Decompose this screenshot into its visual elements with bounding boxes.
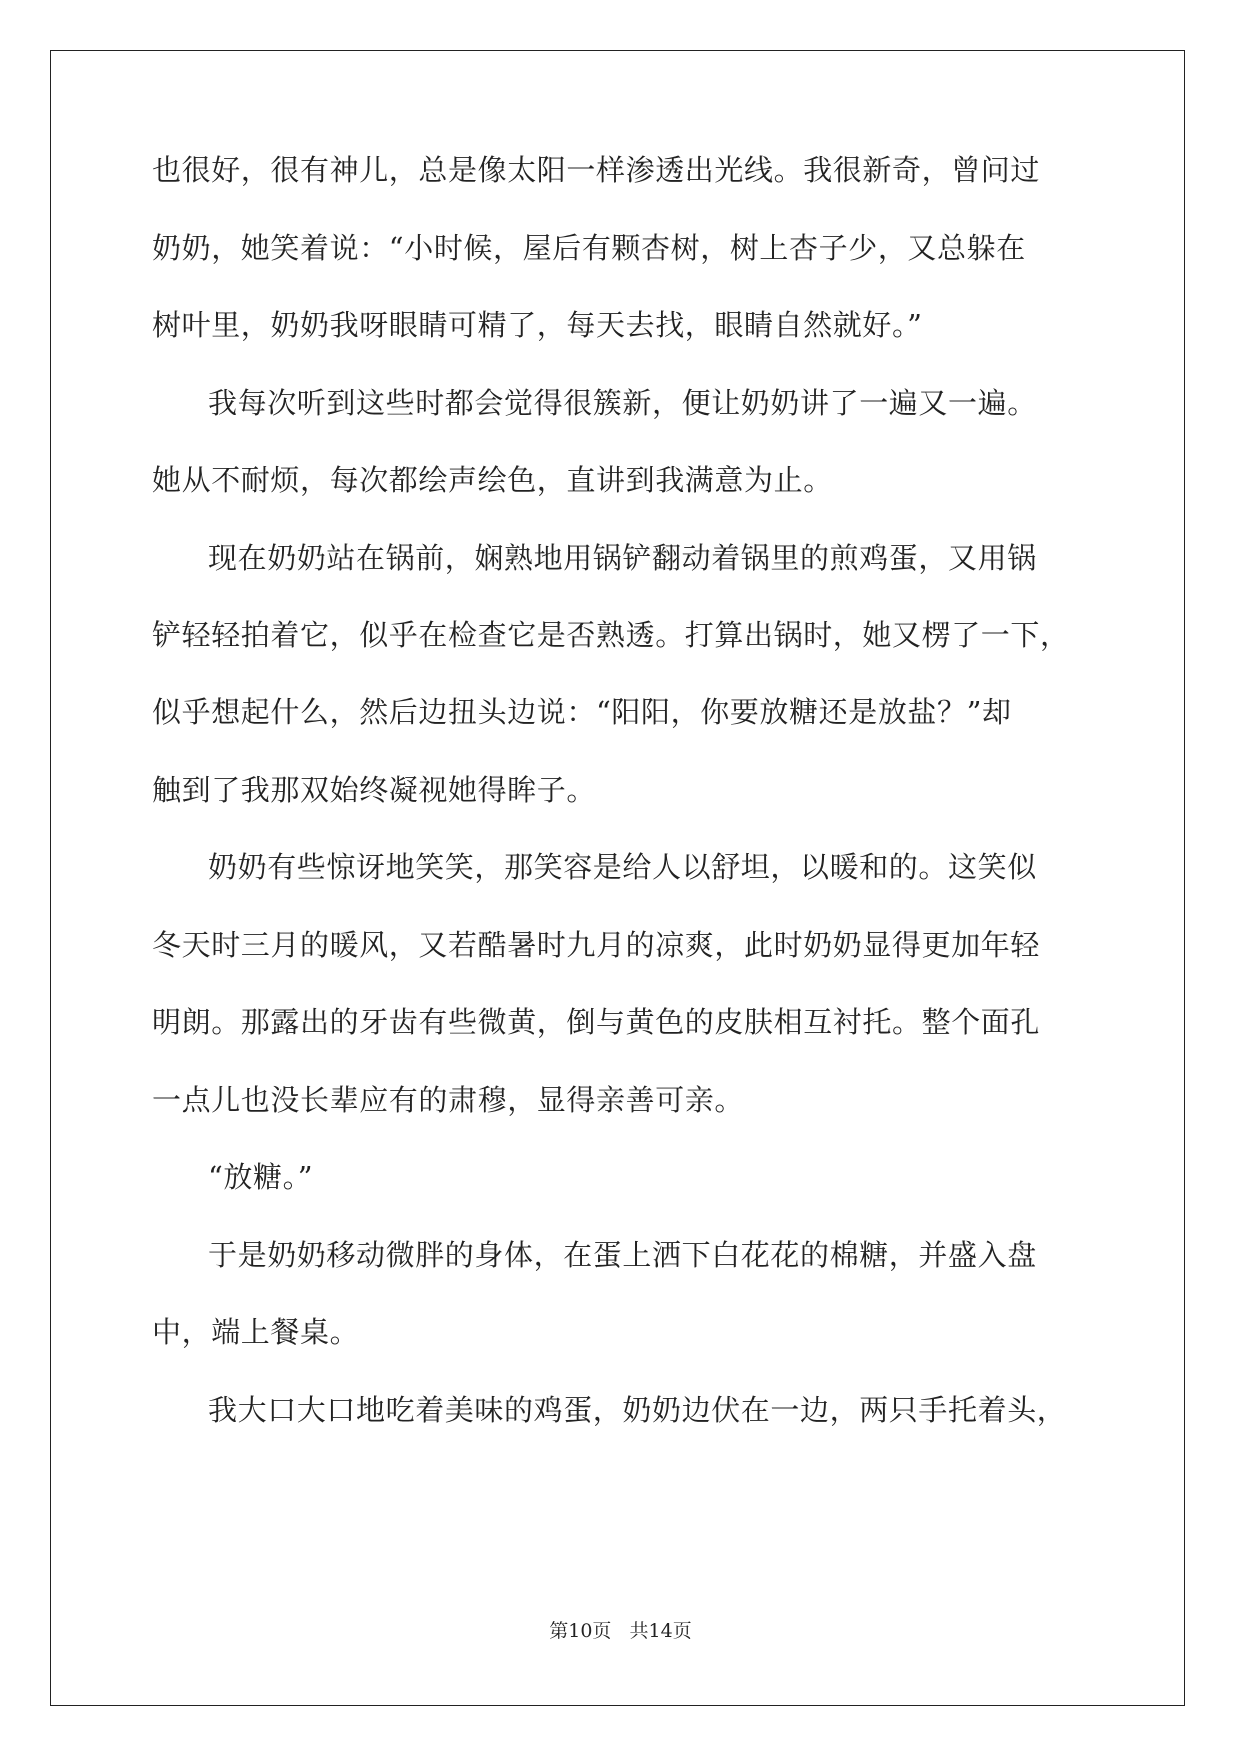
text-line: 她从不耐烦，每次都绘声绘色，直讲到我满意为止。 [152,463,833,497]
text-line: 触到了我那双始终凝视她得眸子。 [152,773,597,807]
text-line: 中，端上餐桌。 [152,1315,360,1349]
text-line: 铲轻轻拍着它，似乎在检查它是否熟透。打算出锅时，她又楞了一下， [152,618,1070,652]
text-line: 一点儿也没长辈应有的肃穆，显得亲善可亲。 [152,1083,745,1117]
text-line: 也很好，很有神儿，总是像太阳一样渗透出光线。我很新奇，曾问过 [152,153,1041,187]
paragraph-start-line: 我大口大口地吃着美味的鸡蛋，奶奶边伏在一边，两只手托着头， [208,1393,1067,1427]
text-line: 奶奶，她笑着说：“小时候，屋后有颗杏树，树上杏子少，又总躲在 [152,231,1026,265]
paragraph-start-line: “放糖。” [208,1160,314,1194]
paragraph-start-line: 我每次听到这些时都会觉得很簇新，便让奶奶讲了一遍又一遍。 [208,386,1037,420]
paragraph-start-line: 现在奶奶站在锅前，娴熟地用锅铲翻动着锅里的煎鸡蛋，又用锅 [208,541,1037,575]
paragraph-start-line: 于是奶奶移动微胖的身体，在蛋上洒下白花花的棉糖，并盛入盘 [208,1238,1037,1272]
text-line: 树叶里，奶奶我呀眼睛可精了，每天去找，眼睛自然就好。” [152,308,923,342]
text-line: 似乎想起什么，然后边扭头边说：“阳阳，你要放糖还是放盐？”却 [152,695,1012,729]
text-line: 明朗。那露出的牙齿有些微黄，倒与黄色的皮肤相互衬托。整个面孔 [152,1005,1041,1039]
paragraph-start-line: 奶奶有些惊讶地笑笑，那笑容是给人以舒坦，以暖和的。这笑似 [208,850,1037,884]
text-line: 冬天时三月的暖风，又若酷暑时九月的凉爽，此时奶奶显得更加年轻 [152,928,1041,962]
page-number-footer: 第10页 共14页 [549,1620,692,1642]
